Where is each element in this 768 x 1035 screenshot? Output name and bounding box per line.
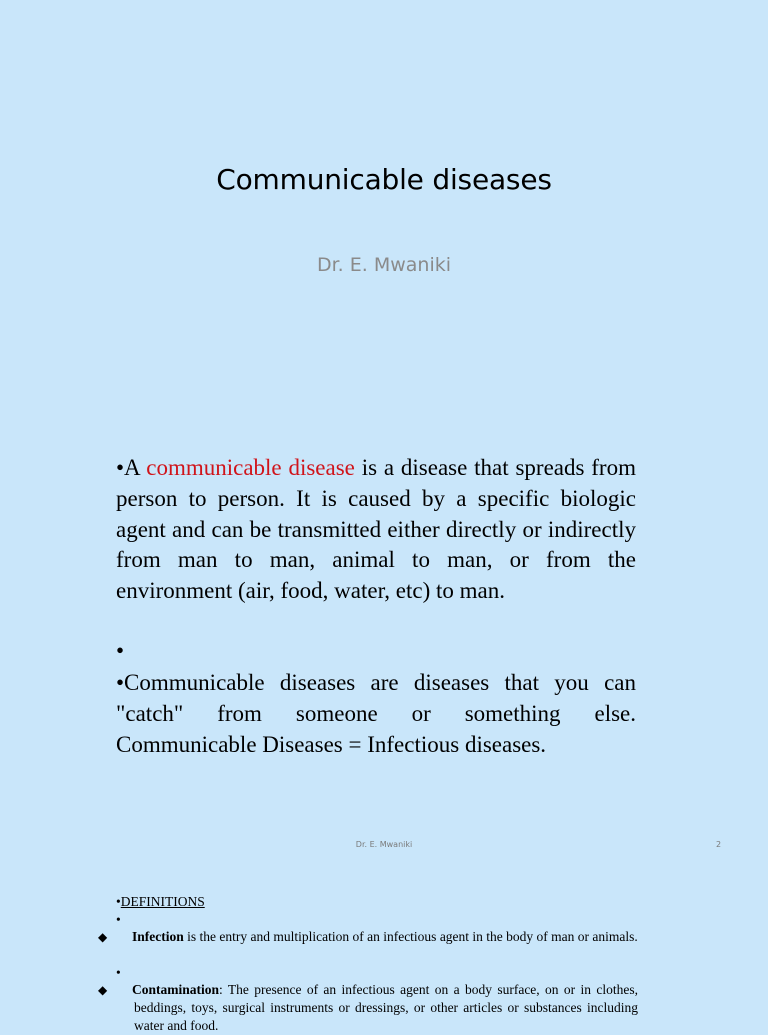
term-infection: Infection <box>132 929 184 944</box>
definition-text: is a disease that spreads from person to person. It is caused by a specific biologic agent and can be transmitted either directly or indirectly from man to man, animal to man, or from the environment (air, food, water, etc) to man. <box>116 455 636 604</box>
slide-author: Dr. E. Mwaniki <box>316 254 452 276</box>
blank-bullet: • <box>116 912 121 927</box>
heading-bullet: • <box>116 894 121 909</box>
definition-paragraph <box>116 453 636 607</box>
heading-text: DEFINITIONS <box>120 894 205 909</box>
definitions-heading <box>116 893 638 911</box>
empty-bullet: • <box>116 638 125 663</box>
definition-item-infection <box>98 928 638 946</box>
slide-page-number: 2 <box>716 840 722 849</box>
term-contamination: Contamination <box>132 982 220 997</box>
infection-definition: is the entry and multiplication of an infectious agent in the body of man or animals. <box>183 929 638 944</box>
content-slide <box>0 450 768 860</box>
contamination-definition: : The presence of an infectious agent on a body surface, on or in clothes, beddings, toys, surgical instruments or dressings, or other articles or substances including water and food. <box>134 982 638 1033</box>
blank-bullet: • <box>116 965 121 980</box>
title-slide <box>0 0 768 420</box>
slide-title: Communicable diseases <box>216 163 552 196</box>
highlighted-term: communicable disease <box>146 455 355 480</box>
diamond-bullet-icon: ◆ <box>98 983 108 997</box>
definition-item-contamination <box>98 981 638 1035</box>
communicable-note-paragraph: •Communicable diseases are diseases that you can "catch" from someone or something else. Communicable Diseases = Infectious diseases. <box>116 670 636 757</box>
slide-footer-author: Dr. E. Mwaniki <box>355 840 413 849</box>
definitions-slide <box>0 888 768 1033</box>
diamond-bullet-icon: ◆ <box>98 930 108 944</box>
bullet-prefix: •A <box>116 455 147 480</box>
